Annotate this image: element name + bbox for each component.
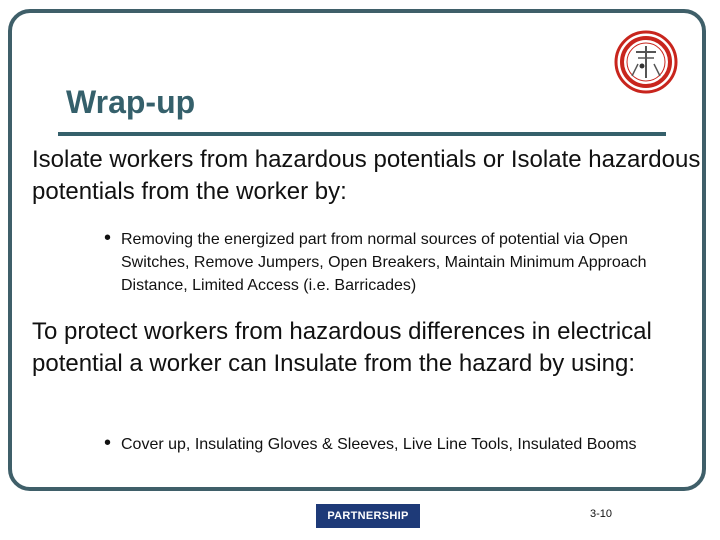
partnership-logo: PARTNERSHIP	[316, 504, 420, 528]
paragraph-insulate: To protect workers from hazardous differences in electrical potential a worker can Insulate from the hazard by using:	[32, 318, 652, 377]
paragraph-isolate: Isolate workers from hazardous potentials or Isolate hazardous potentials from the worker by:	[32, 146, 701, 205]
bullet-cover-up	[104, 433, 681, 456]
title-divider	[58, 132, 666, 136]
page-number: 3-10	[590, 508, 613, 520]
bullet-dot: •	[104, 227, 112, 249]
bullet-text: Cover up, Insulating Gloves & Sleeves, Live Line Tools, Insulated Booms	[121, 436, 637, 453]
partnership-seal-icon	[614, 30, 678, 94]
bullet-removing	[104, 228, 681, 297]
slide-title: Wrap-up	[66, 84, 196, 120]
bullet-dot: •	[104, 432, 112, 454]
bullet-text: Removing the energized part from normal sources of potential via Open Switches, Remove Jumpers, Open Breakers, Maintain Minimum Approach Distance, Limited Access (i.e. Barricades)	[121, 231, 647, 294]
